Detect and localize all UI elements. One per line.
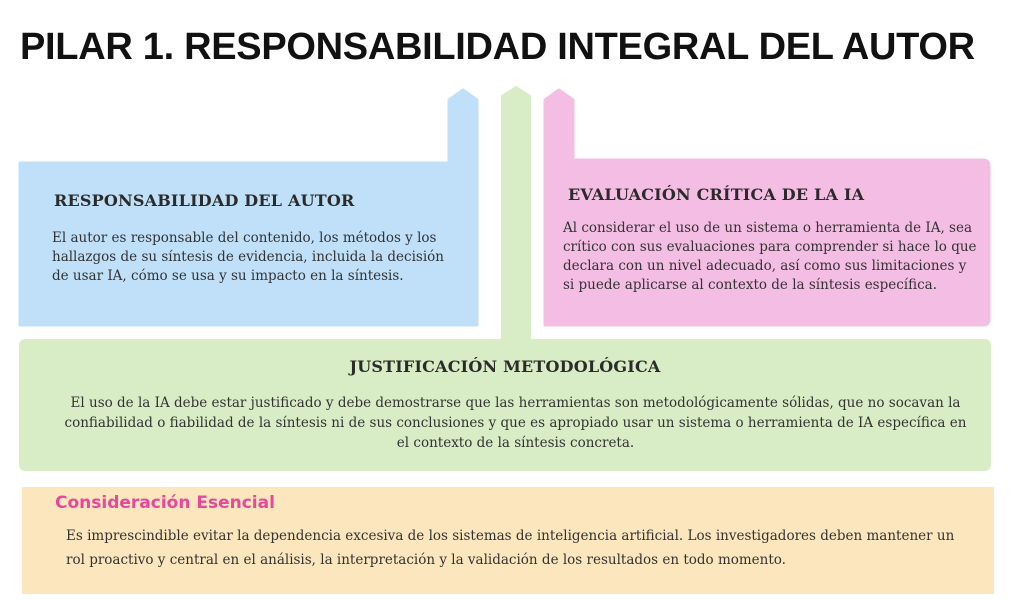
consideracion-heading: Consideración Esencial [55,493,275,513]
page-title: PILAR 1. RESPONSABILIDAD INTEGRAL DEL AUTOR [20,26,975,68]
responsabilidad-body: El autor es responsable del contenido, los métodos y los hallazgos de su síntesis de evidencia, incluida la decisión de usar IA, cómo se usa y su impacto en la síntesis. [52,230,444,284]
justificacion-heading: JUSTIFICACIÓN METODOLÓGICA [349,357,661,376]
evaluacion-heading: EVALUACIÓN CRÍTICA DE LA IA [568,185,865,204]
evaluacion-body: Al considerar el uso de un sistema o herramienta de IA, sea crítico con sus evaluaciones para comprender si hace lo que declara con un nivel adecuado, así como sus limitaciones y si puede aplicarse al contexto de la síntesis específica. [563,220,977,293]
consideracion-body: Es imprescindible evitar la dependencia excesiva de los sistemas de inteligencia artificial. Los investigadores deben mantener un rol proactivo y central en el análisis, la interpretación y la validación de los resultados en todo momento. [66,528,955,568]
responsabilidad-heading: RESPONSABILIDAD DEL AUTOR [54,191,355,210]
justificacion-body: El uso de la IA debe estar justificado y debe demostrarse que las herramientas son metodológicamente sólidas, que no socavan la confiabilidad o fiabilidad de la síntesis ni de sus conclusiones y que es apropiado usar un sistema o herramienta de IA específica en el contexto de la síntesis concreta. [64,395,967,451]
